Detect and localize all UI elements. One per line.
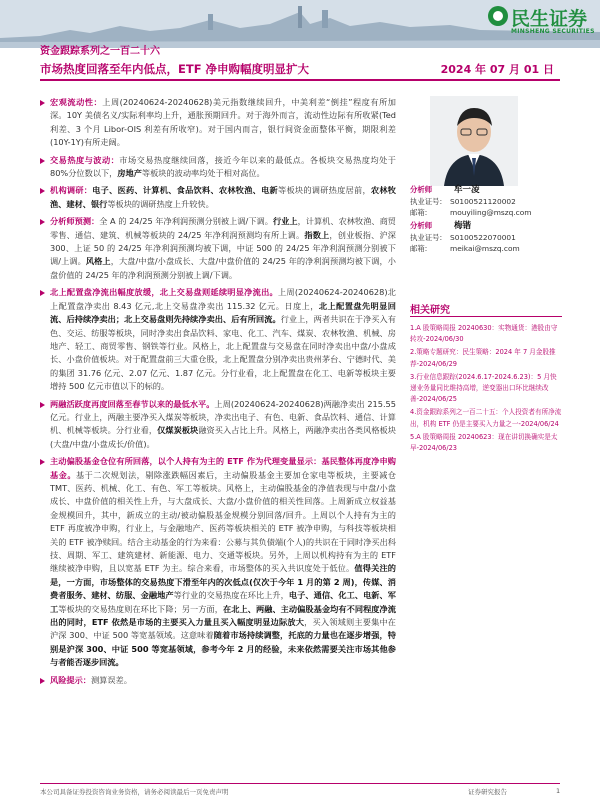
paragraph-analyst-forecast: 分析师预测：全 A 的 24/25 年净利润预测分别被上调/下调。行业上，计算机、农林牧渔、商贸零售、通信、建筑、机械等板块的 24/25 年净利润预测均有所上调。指数上，创业板指、沪深 300、上证 50 的 24/25 年净利润预测均被下调，中证 500 的 24/25 年净利润预测分别被下调/上调。风格上，大盘/中盘/小盘成长、大盘/中盘价值的 24/25 年的净利润预测均被下调，小盘价值的 24/25 年的净利润预测分别被上调/下调。 — [40, 215, 396, 282]
arrow-bullet-icon — [40, 290, 45, 296]
logo-mark-icon — [488, 6, 508, 26]
person-portrait-icon — [430, 96, 518, 186]
footer-disclaimer: 本公司具备证券投资咨询业务资格，请务必阅读最后一页免责声明 — [40, 788, 229, 796]
paragraph-risk: 风险提示：测算误差。 — [40, 674, 396, 687]
arrow-bullet-icon — [40, 158, 45, 164]
logo-chinese: 民生证券 — [511, 8, 588, 30]
arrow-bullet-icon — [40, 459, 45, 465]
arrow-bullet-icon — [40, 188, 45, 194]
related-item[interactable]: 5.A 股策略周报 20240623：现在讲切换确实是太早-2024/06/23 — [410, 432, 558, 453]
series-label: 资金跟踪系列之一百二十六 — [40, 46, 160, 57]
related-item[interactable]: 3.行业信息跟踪(2024.6.17-2024.6.23)：5 月快递业务量同比维持高增，逆变器出口环比继续改善-2024/06/25 — [410, 372, 557, 404]
arrow-bullet-icon — [40, 402, 45, 408]
main-content — [40, 96, 396, 691]
analyst-name: 梅锴 — [454, 221, 472, 231]
related-rule — [410, 316, 562, 317]
analyst-name: 牟一凌 — [454, 185, 480, 195]
related-item[interactable]: 2.策略专题研究：民生策略：2024 年 7 月金股推荐-2024/06/29 — [410, 348, 556, 368]
paragraph-research: 机构调研：电子、医药、计算机、食品饮料、农林牧渔、电新等板块的调研热度居前，农林牧渔、建材、银行等板块的调研热度上升较快。 — [40, 184, 396, 211]
header-banner — [0, 0, 600, 48]
paragraph-margin: 两融活跃度再度回落至春节以来的最低水平。上周(20240624-20240628)两融净卖出 215.55 亿元。行业上，两融主要净买入煤炭等板块，净卖出电子、有色、电新、食品饮料、通信、计算机、机械等板块。分行业看，仅煤炭板块融资买入占比上升。风格上，两融净卖出各类风格板块(大盘/中盘/小盘成长/价值)。 — [40, 398, 396, 452]
paragraph-northbound: 北上配置盘净流出幅度放缓，北上交易盘则延续明显净流出。上周(20240624-20240628)北上配置盘净卖出 8.43 亿元,北上交易盘净卖出 115.32 亿元。日度上，北上配置盘先明显回流、后持续净卖出；北上交易盘则先持续净卖出、后有所回流。行业上，两者共识在于净买入有色、交运、纺服等板块，同时净卖出食品饮料、家电、化工、汽车、煤炭、农林牧渔、机械、房地产、轻工、商贸零售、钢铁等行业。风格上，北上配置盘与交易盘在同时净卖出中盘/小盘成长、小盘价值板块。对于配置盘前三大重仓股，北上配置盘分别净卖出贵州茅台、宁德时代、美的集团 31.76 亿元、2.07 亿元、1.87 亿元。分行业看，北上配置盘在化工、电新等板块主要增持 500 亿元市值以下的标的。 — [40, 286, 396, 393]
analyst-email[interactable]: mouyiling@mszq.com — [450, 208, 532, 217]
footer-rule — [40, 783, 560, 784]
logo-english: MINSHENG SECURITIES — [511, 28, 595, 35]
analyst-card: 分析师 梅锴 执业证号: S0100522070001 邮箱: meikai@mszq.com — [410, 221, 520, 253]
arrow-bullet-icon — [40, 219, 45, 225]
paragraph-trading-heat: 交易热度与波动：市场交易热度继续回落，接近今年以来的最低点。各板块交易热度均处于 80%分位数以下，房地产等板块的波动率均处于相对高位。 — [40, 154, 396, 181]
analyst-cert: S0100522070001 — [450, 233, 516, 242]
paragraph-liquidity: 宏观流动性：上周(20240624-20240628)美元指数继续回升，中美利差“倒挂”程度有所加深。10Y 美债名义/实际利率均上升，通胀预期回升。对于海外而言，流动性边际有所收紧(Ted 利差、3 个月 Libor-OIS 利差有所收窄)。对于国内而言，银行间资金面整体平衡，期限利差(10Y-1Y)有所走阔。 — [40, 96, 396, 150]
minsheng-logo — [488, 4, 596, 40]
title-rule — [40, 79, 560, 81]
related-item[interactable]: 1.A 股策略周报 20240630：实物通货：港股由守转攻-2024/06/30 — [410, 324, 558, 344]
paragraph-funds: 主动偏股基金仓位有所回落，以个人持有为主的 ETF 作为代理变量显示：基民整体再度净申购基金。基于二次规划法，剔除涨跌幅因素后，主动偏股基金主要加仓家电等板块，主要减仓 TMT、医药、机械、化工、有色、军工等板块。风格上，主动偏股基金的净值表现与中盘/小盘成长、中盘价值的相关性上升，与大盘成长、大盘/小盘价值的相关性回落。上周新成立权益基金规模回升，其中，新成立的主动/被动偏股基金规模分别回落/回升。上周以个人持有为主的 ETF 再度被净申购，行业上，与金融地产、医药等板块相关的 ETF 被净申购，与科技等板块相关的 ETF 被净赎回。结合主动基金的行为来看：公募与其负债端(个人)的共识在于同时净买出科技、周期、军工、建筑建材、新能源、电力、交通等板块。另外，上周以机构持有为主的 ETF 继续被净申购，且以宽基 ETF 为主。综合来看，市场整体的买入共识度处于低位。值得关注的是，一方面，市场整体的交易热度下滑至年内的次低点(仅次于今年 1 月的第 2 周)，传媒、消费者服务、建材、纺服、金融地产等行业的交易热度在环比上升，电子、通信、化工、电新、军工等板块的交易热度则在环比下降；另一方面，在北上、两融、主动偏股基金均有不同程度净流出的同时，ETF 依然是市场的主要买入力量且买入幅度明显边际放大，买入领域则主要集中在沪深 300、中证 500 等宽基领域。这意味着随着市场持续调整，托底的力量也在逐步增强，特别是沪深 300、中证 500 等宽基领域，参考今年 2 月的经验，未来依然需要关注市场其他参与者能否逐步回流。 — [40, 455, 396, 670]
related-research-title: 相关研究 — [410, 305, 450, 316]
related-item[interactable]: 4.资金跟踪系列之一百二十五：个人投资者有所净流出，机构 ETF 仍是主要买入力量之一-2024/06/24 — [410, 408, 562, 428]
footer-label: 证券研究报告 — [468, 788, 507, 796]
analyst-card: 分析师 牟一凌 执业证号: S0100521120002 邮箱: mouyiling@mszq.com — [410, 185, 532, 217]
related-research-list — [410, 323, 562, 456]
arrow-bullet-icon — [40, 678, 45, 684]
arrow-bullet-icon — [40, 100, 45, 106]
report-title: 市场热度回落至年内低点，ETF 净申购幅度明显扩大 — [40, 62, 310, 76]
report-date: 2024 年 07 月 01 日 — [440, 63, 554, 76]
analyst-email[interactable]: meikai@mszq.com — [450, 244, 520, 253]
page-number: 1 — [556, 787, 561, 795]
analyst-photo — [430, 96, 518, 186]
analyst-cert: S0100521120002 — [450, 197, 516, 206]
